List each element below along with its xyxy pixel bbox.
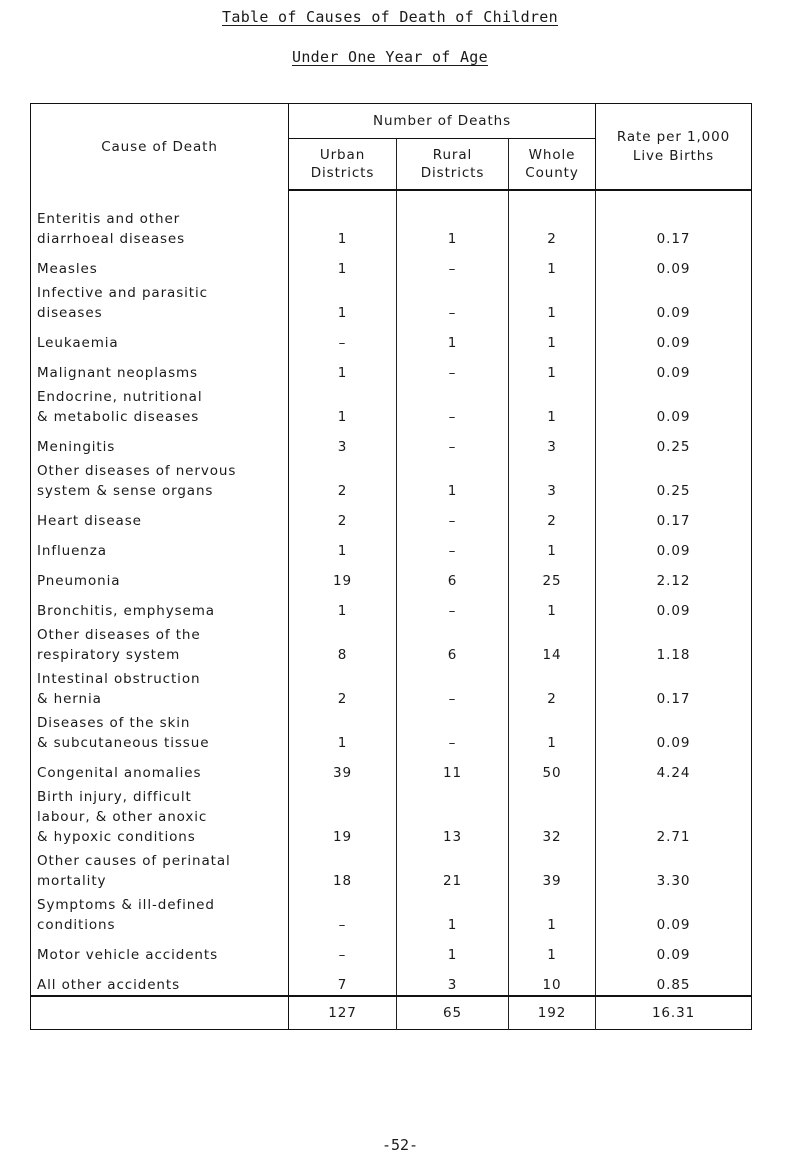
rate-cell: 0.09 — [656, 947, 691, 963]
table-row — [31, 249, 752, 279]
rate-cell: 0.09 — [656, 543, 691, 559]
whole-cell: 3 — [509, 457, 596, 501]
urban-cell: 18 — [289, 847, 397, 891]
header-cause-of-death: Cause of Death — [31, 104, 289, 191]
whole-cell: 1 — [509, 531, 596, 561]
rate-cell: 0.25 — [656, 439, 691, 455]
urban-cell: 1 — [289, 709, 397, 753]
rural-cell: 6 — [397, 621, 509, 665]
rural-cell: – — [397, 249, 509, 279]
urban-cell: 1 — [289, 531, 397, 561]
table-row — [31, 591, 752, 621]
rate-cell: 0.17 — [656, 231, 691, 247]
header-rate-per-1000: Rate per 1,000 Live Births — [596, 104, 752, 191]
urban-cell: 8 — [289, 621, 397, 665]
cause-cell: Intestinal obstruction & hernia — [31, 665, 289, 709]
whole-cell: 25 — [509, 561, 596, 591]
cause-cell: Infective and parasitic diseases — [31, 279, 289, 323]
urban-cell: – — [289, 891, 397, 935]
header-whole-county: Whole County — [509, 139, 596, 191]
rural-cell: 1 — [397, 323, 509, 353]
urban-cell: 1 — [289, 190, 397, 249]
urban-cell: 39 — [289, 753, 397, 783]
urban-cell: 7 — [289, 965, 397, 996]
table-row — [31, 891, 752, 935]
table-row — [31, 457, 752, 501]
cause-cell: Birth injury, difficult labour, & other anoxic & hypoxic conditions — [31, 783, 289, 847]
urban-cell: 19 — [289, 783, 397, 847]
rural-cell: – — [397, 665, 509, 709]
cause-cell: Influenza — [31, 531, 289, 561]
rate-cell: 0.09 — [656, 335, 691, 351]
cause-cell: Pneumonia — [31, 561, 289, 591]
urban-cell: 2 — [289, 457, 397, 501]
cause-cell: Other diseases of the respiratory system — [31, 621, 289, 665]
whole-cell: 1 — [509, 591, 596, 621]
rate-cell: 2.71 — [656, 829, 691, 845]
table-row — [31, 501, 752, 531]
urban-cell: 1 — [289, 279, 397, 323]
rural-cell: – — [397, 591, 509, 621]
cause-cell: Endocrine, nutritional & metabolic diseases — [31, 383, 289, 427]
whole-cell: 14 — [509, 621, 596, 665]
table-row — [31, 709, 752, 753]
whole-cell: 1 — [509, 891, 596, 935]
whole-cell: 50 — [509, 753, 596, 783]
table-row — [31, 847, 752, 891]
whole-cell: 1 — [509, 353, 596, 383]
cause-cell: All other accidents — [31, 965, 289, 996]
table-row — [31, 531, 752, 561]
table-row — [31, 621, 752, 665]
rural-cell: 6 — [397, 561, 509, 591]
total-whole: 192 — [509, 996, 596, 1030]
cause-cell: Measles — [31, 249, 289, 279]
cause-cell: Diseases of the skin & subcutaneous tissue — [31, 709, 289, 753]
rural-cell: – — [397, 353, 509, 383]
rural-cell: 1 — [397, 891, 509, 935]
table-row — [31, 353, 752, 383]
total-rural: 65 — [397, 996, 509, 1030]
urban-cell: 1 — [289, 353, 397, 383]
rural-cell: – — [397, 383, 509, 427]
rate-cell: 0.17 — [656, 513, 691, 529]
urban-cell: 19 — [289, 561, 397, 591]
rate-cell: 0.09 — [656, 305, 691, 321]
cause-cell: Congenital anomalies — [31, 753, 289, 783]
rural-cell: – — [397, 427, 509, 457]
total-rate: 16.31 — [596, 996, 752, 1030]
rural-cell: – — [397, 501, 509, 531]
rural-cell: – — [397, 709, 509, 753]
rate-cell: 0.25 — [656, 483, 691, 499]
cause-cell: Bronchitis, emphysema — [31, 591, 289, 621]
table-row — [31, 935, 752, 965]
rural-cell: 13 — [397, 783, 509, 847]
header-urban-districts: Urban Districts — [289, 139, 397, 191]
whole-cell: 2 — [509, 190, 596, 249]
urban-cell: 1 — [289, 249, 397, 279]
cause-cell: Enteritis and other diarrhoeal diseases — [31, 190, 289, 249]
rate-cell: 0.85 — [656, 977, 691, 993]
page-number: -52- — [381, 1136, 419, 1154]
urban-cell: 2 — [289, 501, 397, 531]
urban-cell: 2 — [289, 665, 397, 709]
rate-cell: 2.12 — [656, 573, 691, 589]
rate-cell: 0.09 — [656, 409, 691, 425]
table-row — [31, 279, 752, 323]
total-urban: 127 — [289, 996, 397, 1030]
rate-cell: 0.09 — [656, 735, 691, 751]
rate-cell: 1.18 — [656, 647, 691, 663]
rate-cell: 4.24 — [656, 765, 691, 781]
rate-cell: 0.09 — [656, 365, 691, 381]
header-number-of-deaths: Number of Deaths — [289, 104, 596, 139]
rural-cell: 3 — [397, 965, 509, 996]
urban-cell: – — [289, 323, 397, 353]
rate-cell: 0.17 — [656, 691, 691, 707]
cause-cell: Other causes of perinatal mortality — [31, 847, 289, 891]
rate-cell: 0.09 — [656, 261, 691, 277]
rate-cell: 0.09 — [656, 603, 691, 619]
whole-cell: 1 — [509, 323, 596, 353]
cause-cell: Heart disease — [31, 501, 289, 531]
table-row — [31, 427, 752, 457]
rural-cell: – — [397, 531, 509, 561]
whole-cell: 1 — [509, 249, 596, 279]
urban-cell: – — [289, 935, 397, 965]
table-row — [31, 965, 752, 996]
whole-cell: 39 — [509, 847, 596, 891]
rural-cell: 11 — [397, 753, 509, 783]
cause-cell: Motor vehicle accidents — [31, 935, 289, 965]
cause-cell: Leukaemia — [31, 323, 289, 353]
rural-cell: 1 — [397, 935, 509, 965]
rate-cell: 0.09 — [656, 917, 691, 933]
whole-cell: 32 — [509, 783, 596, 847]
table-title: Table of Causes of Death of Children — [222, 8, 558, 26]
whole-cell: 2 — [509, 501, 596, 531]
table-subtitle: Under One Year of Age — [292, 48, 488, 66]
table-row — [31, 783, 752, 847]
whole-cell: 1 — [509, 709, 596, 753]
rural-cell: – — [397, 279, 509, 323]
cause-cell: Meningitis — [31, 427, 289, 457]
totals-label — [31, 996, 289, 1030]
causes-of-death-table — [30, 103, 752, 1030]
cause-cell: Other diseases of nervous system & sense organs — [31, 457, 289, 501]
header-rural-districts: Rural Districts — [397, 139, 509, 191]
whole-cell: 10 — [509, 965, 596, 996]
whole-cell: 2 — [509, 665, 596, 709]
table-row — [31, 561, 752, 591]
table-row — [31, 383, 752, 427]
table-row — [31, 665, 752, 709]
rural-cell: 21 — [397, 847, 509, 891]
table-row — [31, 190, 752, 249]
urban-cell: 1 — [289, 383, 397, 427]
totals-row — [31, 996, 752, 1030]
table-row — [31, 753, 752, 783]
table-row — [31, 323, 752, 353]
cause-cell: Symptoms & ill-defined conditions — [31, 891, 289, 935]
whole-cell: 3 — [509, 427, 596, 457]
whole-cell: 1 — [509, 383, 596, 427]
whole-cell: 1 — [509, 279, 596, 323]
urban-cell: 1 — [289, 591, 397, 621]
urban-cell: 3 — [289, 427, 397, 457]
rate-cell: 3.30 — [656, 873, 691, 889]
rural-cell: 1 — [397, 190, 509, 249]
rural-cell: 1 — [397, 457, 509, 501]
whole-cell: 1 — [509, 935, 596, 965]
cause-cell: Malignant neoplasms — [31, 353, 289, 383]
